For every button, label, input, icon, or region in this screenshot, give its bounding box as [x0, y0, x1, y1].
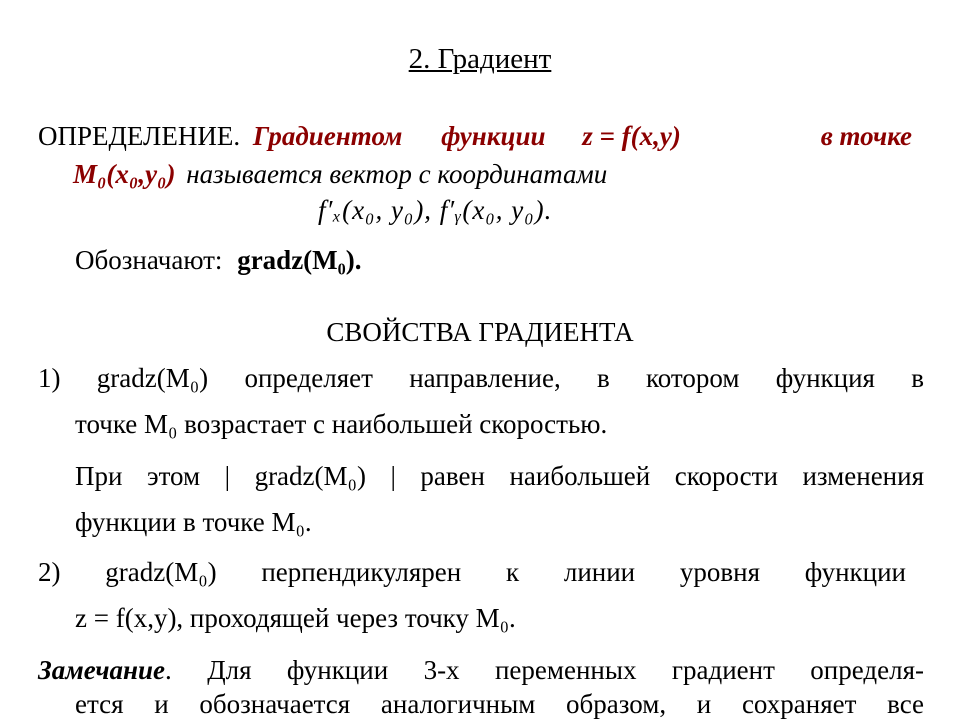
property2-line2: z = f(x,y), проходящей через точку M₀.	[75, 603, 516, 633]
definition-at-point: в точке	[820, 121, 912, 151]
definition-line1	[38, 122, 912, 152]
remark-text: . Для функции 3-х переменных градиент определя-	[165, 655, 924, 685]
properties-heading: СВОЙСТВА ГРАДИЕНТА	[326, 317, 634, 347]
remark-line1	[38, 656, 924, 686]
property1-line1: 1) gradz(M₀) определяет направление, в котором функция в	[38, 363, 924, 393]
definition-label: ОПРЕДЕЛЕНИЕ.	[38, 121, 241, 151]
page-title: 2. Градиент	[408, 43, 552, 75]
definition-formula: f′ₓ(x₀, y₀), f′ᵧ(x₀, y₀).	[318, 195, 553, 225]
definition-rest: называется вектор с координатами	[186, 159, 608, 189]
property1-line4: функции в точке M₀.	[75, 507, 312, 537]
notation-symbol: gradz(M₀).	[237, 245, 362, 275]
definition-point: M₀(x₀,y₀)	[73, 159, 176, 189]
definition-line2	[73, 160, 607, 190]
property1-line3: При этом | gradz(M₀) | равен наибольшей скорости изменения	[75, 461, 924, 491]
notation-text: Обозначают:	[75, 245, 223, 275]
definition-term: Градиентом	[252, 121, 403, 151]
notation-line	[75, 246, 361, 276]
remark-label: Замечание	[38, 655, 166, 685]
definition-term2: функции	[441, 121, 546, 151]
property1-line2: точке M₀ возрастает с наибольшей скоростью.	[75, 409, 608, 439]
definition-function: z = f(x,y)	[582, 121, 681, 151]
remark-line2: ется и обозначается аналогичным образом, и сохраняет все	[75, 689, 924, 719]
property2-line1: 2) gradz(M₀) перпендикулярен к линии уровня функции	[38, 557, 906, 587]
